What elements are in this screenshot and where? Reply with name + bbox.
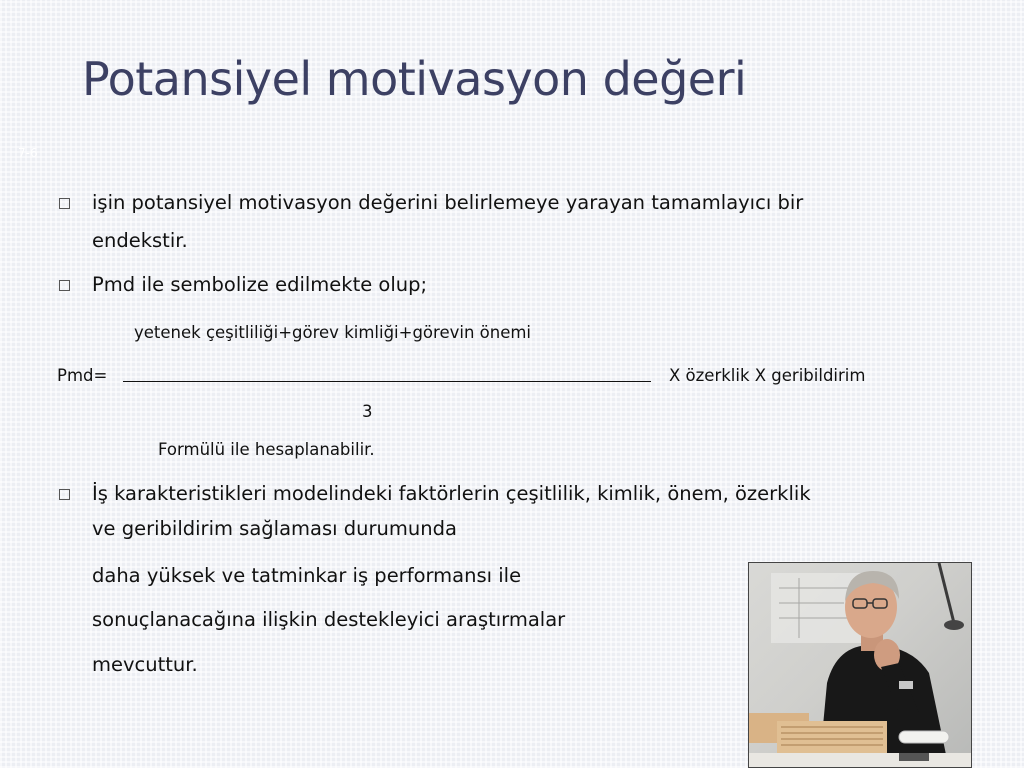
continuation-line-2: sonuçlanacağına ilişkin destekleyici araştırmalar [92, 608, 566, 631]
bullet-marker-3 [59, 489, 70, 500]
fraction-bar [123, 381, 651, 382]
architect-photo [748, 562, 972, 768]
formula-note: Formülü ile hesaplanabilir. [158, 440, 375, 459]
formula-denominator: 3 [362, 402, 373, 421]
slide-title: Potansiyel motivasyon değeri [82, 52, 747, 106]
continuation-line-1: daha yüksek ve tatminkar iş performansı ile [92, 564, 522, 587]
slide-number: 7-6 [18, 146, 38, 160]
bullet-1-line-2: endekstir. [92, 229, 188, 252]
formula-numerator: yetenek çeşitliliği+görev kimliği+görevin önemi [134, 323, 532, 342]
bullet-3-line-1: İş karakteristikleri modelindeki faktörlerin çeşitlilik, kimlik, önem, özerklik [92, 482, 811, 505]
formula-label: Pmd= [57, 366, 108, 385]
bullet-3-line-2: ve geribildirim sağlaması durumunda [92, 517, 457, 540]
bullet-1-line-1: işin potansiyel motivasyon değerini belirlemeye yarayan tamamlayıcı bir [92, 191, 804, 214]
formula-multiplier: X özerklik X geribildirim [669, 366, 866, 385]
bullet-marker-2 [59, 280, 70, 291]
bullet-2-line-1: Pmd ile sembolize edilmekte olup; [92, 273, 428, 296]
bullet-marker-1 [59, 198, 70, 209]
continuation-line-3: mevcuttur. [92, 653, 198, 676]
